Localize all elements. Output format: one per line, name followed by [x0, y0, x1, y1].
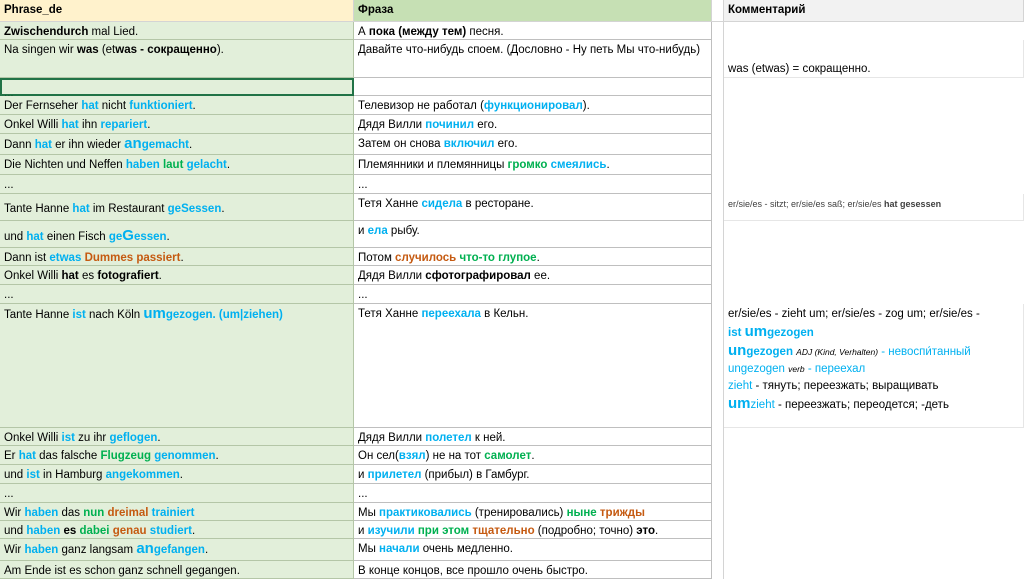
cell-comment-row-9[interactable]: er/sie/es - sitzt; er/sie/es saß; er/sie/es hat gesessen	[724, 194, 1024, 221]
cell-ru-row-16[interactable]: Он сел(взял) не на тот самолет.	[354, 446, 712, 465]
cell-de-row-2[interactable]: Na singen wir was (etwas - сокращенно).	[0, 40, 354, 78]
cell-de-row-22[interactable]: Am Ende ist es schon ganz schnell gegangen.	[0, 561, 354, 579]
cell-ru-row-18[interactable]: ...	[354, 484, 712, 503]
cell-de-row-7[interactable]: Die Nichten und Neffen haben laut gelacht.	[0, 155, 354, 175]
cell-de-row-15[interactable]: Onkel Willi ist zu ihr geflogen.	[0, 428, 354, 446]
cell-ru-row-20[interactable]: и изучили при этом тщательно (подробно; точно) это.	[354, 521, 712, 539]
cell-de-row-14[interactable]: Tante Hanne ist nach Köln umgezogen. (um|ziehen)	[0, 304, 354, 428]
cell-de-row-20[interactable]: und haben es dabei genau studiert.	[0, 521, 354, 539]
cell-ru-row-8[interactable]: ...	[354, 175, 712, 194]
cell-de-row-18[interactable]: ...	[0, 484, 354, 503]
cell-de-row-10[interactable]: und hat einen Fisch geGessen.	[0, 221, 354, 248]
cell-de-row-11[interactable]: Dann ist etwas Dummes passiert.	[0, 248, 354, 266]
cell-ru-row-11[interactable]: Потом случилось что-то глупое.	[354, 248, 712, 266]
cell-de-row-1[interactable]: Zwischendurch mal Lied.	[0, 22, 354, 40]
cell-ru-row-6[interactable]: Затем он снова включил его.	[354, 134, 712, 155]
cell-de-row-12[interactable]: Onkel Willi hat es fotografiert.	[0, 266, 354, 285]
cell-ru-row-3[interactable]	[354, 78, 712, 96]
ellipsis-row-3: ...	[4, 88, 14, 96]
note-line-6: umzieht - переезжать; переодется; -деть	[728, 395, 949, 412]
cell-ru-row-21[interactable]: Мы начали очень медленно.	[354, 539, 712, 561]
header-phrase-ru[interactable]: Фраза	[354, 0, 712, 22]
cell-de-row-21[interactable]: Wir haben ganz langsam angefangen.	[0, 539, 354, 561]
cell-ru-row-12[interactable]: Дядя Вилли сфотографировал ее.	[354, 266, 712, 285]
cell-ru-row-1[interactable]: А пока (между тем) песня.	[354, 22, 712, 40]
cell-ru-row-22[interactable]: В конце концов, все прошло очень быстро.	[354, 561, 712, 579]
cell-ru-row-7[interactable]: Племянники и племянницы громко смеялись.	[354, 155, 712, 175]
header-phrase-de[interactable]: Phrase_de	[0, 0, 354, 22]
cell-ru-row-13[interactable]: ...	[354, 285, 712, 304]
note-line-5: zieht - тянуть; переезжать; выращивать	[728, 380, 939, 392]
spacer-column-body	[712, 22, 724, 579]
cell-de-row-8[interactable]: ...	[0, 175, 354, 194]
cell-ru-row-15[interactable]: Дядя Вилли полетел к ней.	[354, 428, 712, 446]
cell-de-row-17[interactable]: und ist in Hamburg angekommen.	[0, 465, 354, 484]
cell-ru-row-4[interactable]: Телевизор не работал (функционировал).	[354, 96, 712, 115]
note-line-3: ungezogen ADJ (Kind, Verhalten) - невоспи́танный	[728, 342, 971, 359]
note-line-2: ist umgezogen	[728, 323, 814, 340]
cell-de-row-4[interactable]: Der Fernseher hat nicht funktioniert.	[0, 96, 354, 115]
cell-ru-row-19[interactable]: Мы практиковались (тренировались) ныне трижды	[354, 503, 712, 521]
cell-de-row-16[interactable]: Er hat das falsche Flugzeug genommen.	[0, 446, 354, 465]
cell-de-row-9[interactable]: Tante Hanne hat im Restaurant geSessen.	[0, 194, 354, 221]
cell-ru-row-14[interactable]: Тетя Ханне переехала в Кельн.	[354, 304, 712, 428]
spacer-column	[712, 0, 724, 22]
cell-comment-row-2[interactable]: was (etwas) = сокращенно.	[724, 40, 1024, 78]
cell-de-row-6[interactable]: Dann hat er ihn wieder angemacht.	[0, 134, 354, 155]
note-line-4: ungezogen verb - переехал	[728, 363, 866, 375]
cell-ru-row-2[interactable]: Давайте что-нибудь споем. (Дословно - Ну петь Мы что-нибудь)	[354, 40, 712, 78]
cell-ru-row-10[interactable]: и ела рыбу.	[354, 221, 712, 248]
cell-comment-row-14[interactable]	[724, 304, 1024, 428]
note-line-1: er/sie/es - zieht um; er/sie/es - zog um; er/sie/es -	[728, 308, 980, 320]
cell-ru-row-9[interactable]: Тетя Ханне сидела в ресторане.	[354, 194, 712, 221]
cell-de-row-13[interactable]: ...	[0, 285, 354, 304]
cell-de-row-5[interactable]: Onkel Willi hat ihn repariert.	[0, 115, 354, 134]
cell-ru-row-17[interactable]: и прилетел (прибыл) в Гамбург.	[354, 465, 712, 484]
header-comment[interactable]: Комментарий	[724, 0, 1024, 22]
cell-de-row-19[interactable]: Wir haben das nun dreimal trainiert	[0, 503, 354, 521]
cell-ru-row-5[interactable]: Дядя Вилли починил его.	[354, 115, 712, 134]
